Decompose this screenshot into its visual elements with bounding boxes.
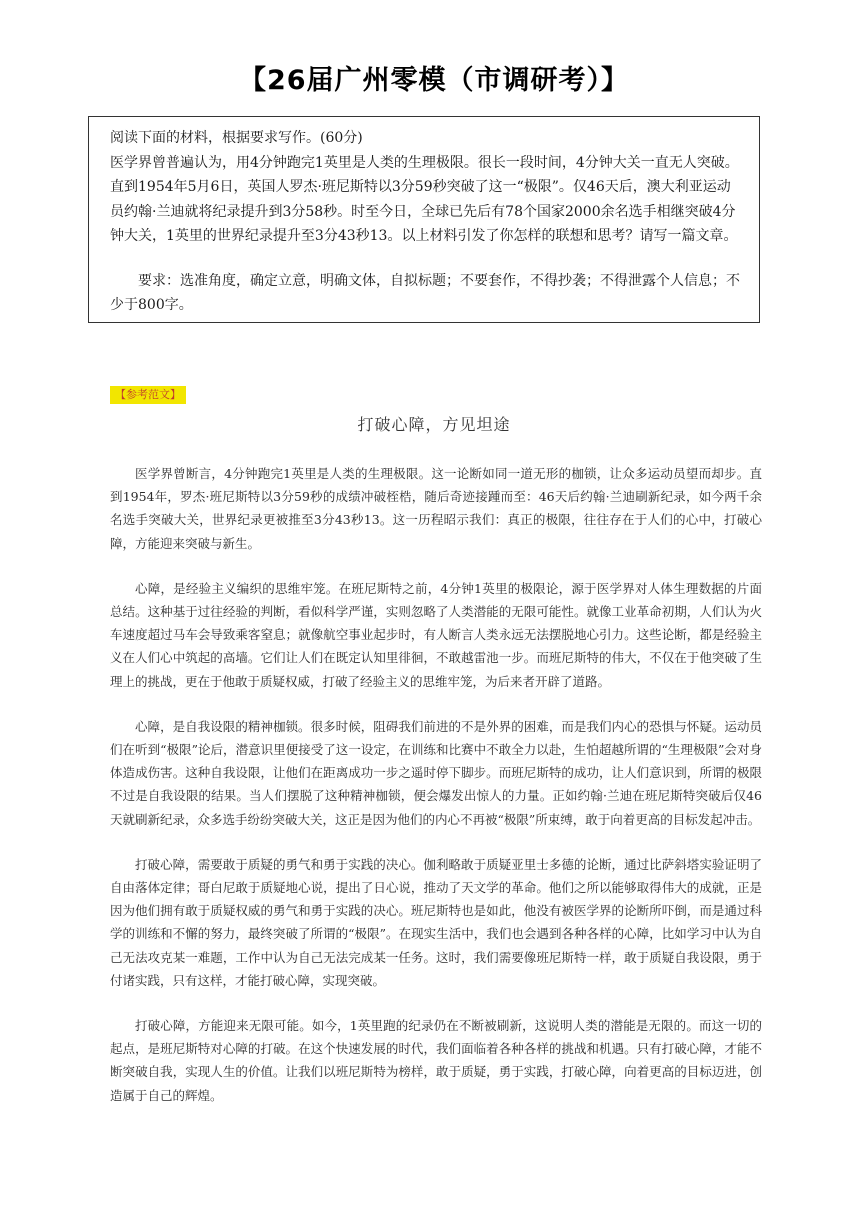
essay-paragraph: 心障，是自我设限的精神枷锁。很多时候，阻碍我们前进的不是外界的困难，而是我们内心的恐惧与怀疑。运动员们在听到“极限”论后，潜意识里便接受了这一设定，在训练和比赛中不敢全力以赴，生怕超越所谓的“生理极限”会对身体造成伤害。这种自我设限，让他们在距离成功一步之遥时停下脚步。而班尼斯特的成功，让人们意识到，所谓的极限不过是自我设限的结果。当人们摆脱了这种精神枷锁，便会爆发出惊人的力量。正如约翰·兰迪在班尼斯特突破后仅46天就刷新纪录，众多选手纷纷突破大关，这正是因为他们的内心不再被“极限”所束缚，敢于向着更高的目标发起冲击。	[110, 718, 762, 827]
essay-paragraph: 打破心障，需要敢于质疑的勇气和勇于实践的决心。伽利略敢于质疑亚里士多德的论断，通过比萨斜塔实验证明了自由落体定律；哥白尼敢于质疑地心说，提出了日心说，推动了天文学的革命。他们之所以能够取得伟大的成就，正是因为他们拥有敢于质疑权威的勇气和勇于实践的决心。班尼斯特也是如此，他没有被医学界的论断所吓倒，而是通过科学的训练和不懈的努力，最终突破了所谓的“极限”。在现实生活中，我们也会遇到各种各样的心障，比如学习中认为自己无法攻克某一难题，工作中认为自己无法完成某一任务。这时，我们需要像班尼斯特一样，敢于质疑自我设限，勇于付诸实践，只有这样，才能打破心障，实现突破。	[110, 856, 762, 988]
essay-title: 打破心障，方见坦途	[357, 415, 511, 434]
essay-paragraph: 心障，是经验主义编织的思维牢笼。在班尼斯特之前，4分钟1英里的极限论，源于医学界对人体生理数据的片面总结。这种基于过往经验的判断，看似科学严谨，实则忽略了人类潜能的无限可能性。就像工业革命初期，人们认为火车速度超过马车会导致乘客窒息；就像航空事业起步时，有人断言人类永远无法摆脱地心引力。这些论断，都是经验主义在人们心中筑起的高墙。它们让人们在既定认知里徘徊，不敢越雷池一步。而班尼斯特的伟大，不仅在于他突破了生理上的挑战，更在于他敢于质疑权威，打破了经验主义的思维牢笼，为后来者开辟了道路。	[110, 580, 762, 689]
prompt-box	[88, 116, 760, 323]
essay-paragraph: 医学界曾断言，4分钟跑完1英里是人类的生理极限。这一论断如同一道无形的枷锁，让众多运动员望而却步。直到1954年，罗杰·班尼斯特以3分59秒的成绩冲破桎梏，随后奇迹接踵而至：46天后约翰·兰迪刷新纪录，如今两千余名选手突破大关，世界纪录更被推至3分43秒13。这一历程昭示我们：真正的极限，往往存在于人们的心中，打破心障，方能迎来突破与新生。	[110, 466, 762, 551]
essay-body	[110, 462, 762, 1129]
prompt-material: 医学界曾普遍认为，用4分钟跑完1英里是人类的生理极限。很长一段时间，4分钟大关一直无人突破。直到1954年5月6日，英国人罗杰·班尼斯特以3分59秒突破了这一“极限”。仅46天后，澳大利亚运动员约翰·兰迪就将纪录提升到3分58秒。时至今日，全球已先后有78个国家2000余名选手相继突破4分钟大关，1英里的世界纪录提升至3分43秒13。以上材料引发了你怎样的联想和思考？请写一篇文章。	[110, 154, 739, 244]
reference-tag: 【参考范文】	[110, 386, 186, 404]
essay-paragraph: 打破心障，方能迎来无限可能。如今，1英里跑的纪录仍在不断被刷新，这说明人类的潜能是无限的。而这一切的起点，是班尼斯特对心障的打破。在这个快速发展的时代，我们面临着各种各样的挑战和机遇。只有打破心障，才能不断突破自我，实现人生的价值。让我们以班尼斯特为榜样，敢于质疑，勇于实践，打破心障，向着更高的目标迈进，创造属于自己的辉煌。	[110, 1018, 762, 1103]
prompt-instruction: 阅读下面的材料，根据要求写作。(60分)	[110, 130, 363, 146]
prompt-requirements: 要求：选准角度，确定立意，明确文体，自拟标题；不要套作，不得抄袭；不得泄露个人信息；不少于800字。	[110, 272, 740, 313]
page-title: 【26届广州零模（市调研考）】	[238, 65, 630, 96]
